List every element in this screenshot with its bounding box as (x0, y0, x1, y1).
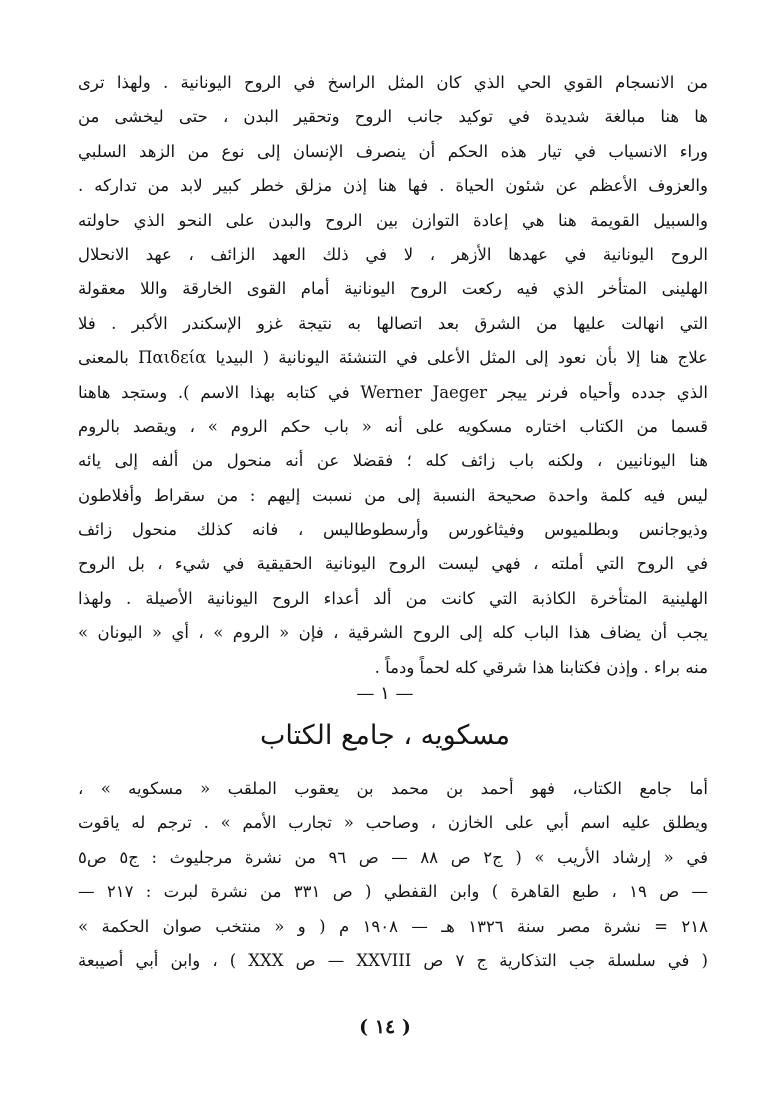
text-line: ( في سلسلة جب التذكارية ج ٧ ص XXVIII — ص XXX ) ، وابن أبي أصيبعة (78, 950, 708, 970)
text-line: — ص ١٩ ، طبع القاهرة ) وابن القفطي ( ص ٣٣١ من نشرة لبرت : ٢١٧ — (78, 882, 708, 902)
text-line: ٢١٨ = نشرة مصر سنة ١٣٢٦ هـ — ١٩٠٨ م ( و « منتخب صوان الحكمة » (78, 916, 708, 936)
body-paragraph-1 (78, 66, 708, 685)
section-heading: مسكويه ، جامع الكتاب (259, 720, 511, 751)
text-line: هنا اليونانيين ، ولكنه باب زائف كله ؛ فقضلا عن أنه منحول من ألفه إلى يائه (78, 451, 708, 471)
text-line: في الروح التي أملته ، فهي ليست الروح اليونانية الحقيقية في شيء ، بل الروح (78, 554, 708, 574)
body-paragraph-2 (78, 772, 708, 978)
text-line: يجب أن يضاف هذا الباب كله إلى الروح الشرقية ، فإن « الروم » ، أي « اليونان » (78, 623, 708, 643)
text-line: الذي جدده وأحياه فرنر ييجر Werner Jaeger في كتابه بهذا الاسم ). وستجد هاهنا (78, 382, 708, 402)
text-line: وراء الانسياب في تيار هذه الحكم أن ينصرف الإنسان إلى نوع من الزهد السلبي (78, 141, 708, 161)
text-line: الهلينى المتأخر الذي فيه ركعت الروح اليونانية أمام القوى الخارقة واللا معقولة (78, 279, 708, 299)
text-line: ليس فيه كلمة واحدة صحيحة النسبة إلى من نسبت إليهم : من سقراط وأفلاطون (78, 485, 708, 505)
text-line: والعزوف الأعظم عن شئون الحياة . فها هنا إذن مزلق خطر كبير لابد من تداركه . (78, 176, 708, 196)
text-line: في « إرشاد الأريب » ( ج٢ ص ٨٨ — ص ٩٦ من نشرة مرجليوث : ج٥ ص٥ (78, 847, 708, 867)
text-line: أما جامع الكتاب، فهو أحمد بن محمد بن يعقوب الملقب « مسكويه » ، (78, 779, 708, 798)
text-line: علاج هنا إلا بأن نعود إلى المثل الأعلى في التنشئة اليونانية ( البيديا Παιδεία بالمعنى (78, 348, 708, 368)
text-line: وذيوجانس وبطلميوس وفيثاغورس وأرسطوطاليس ، فانه كذلك منحول زائف (78, 520, 708, 540)
text-line: منه براء . وإذن فكتابنا هذا شرقي كله لحماً ودماً . (374, 657, 708, 677)
text-line: الهلينية المتأخرة الكاذبة التي كانت من ألد أعداء الروح اليونانية الأصيلة . ولهذا (78, 588, 708, 608)
section-number: — ١ — (356, 683, 414, 704)
text-line: التي انهالت عليها من الشرق بعد اتصالها به نتيجة غزو الإسكندر الأكبر . فلا (78, 313, 708, 333)
text-line: قسما من الكتاب اختاره مسكويه على أنه « باب حكم الروم » ، ويقصد بالروم (78, 416, 708, 436)
text-line: من الانسجام القوي الحي الذي كان المثل الراسخ في الروح اليونانية . ولهذا ترى (78, 73, 708, 92)
text-line: الروح اليونانية في عهدها الأزهر ، لا في ذلك العهد الزائف ، عهد الانحلال (78, 244, 708, 264)
text-line: والسبيل القويمة هنا هي إعادة التوازن بين الروح والبدن على النحو الذي حاولته (78, 210, 708, 230)
text-line: ويطلق عليه اسم أبي على الخازن ، وصاحب « تجارب الأمم » . ترجم له ياقوت (78, 813, 708, 833)
text-line: ها هنا مبالغة شديدة في توكيد جانب الروح وتحقير البدن ، حتى ليخشى من (78, 107, 708, 127)
page-number: ( ١٤ ) (359, 1016, 411, 1038)
